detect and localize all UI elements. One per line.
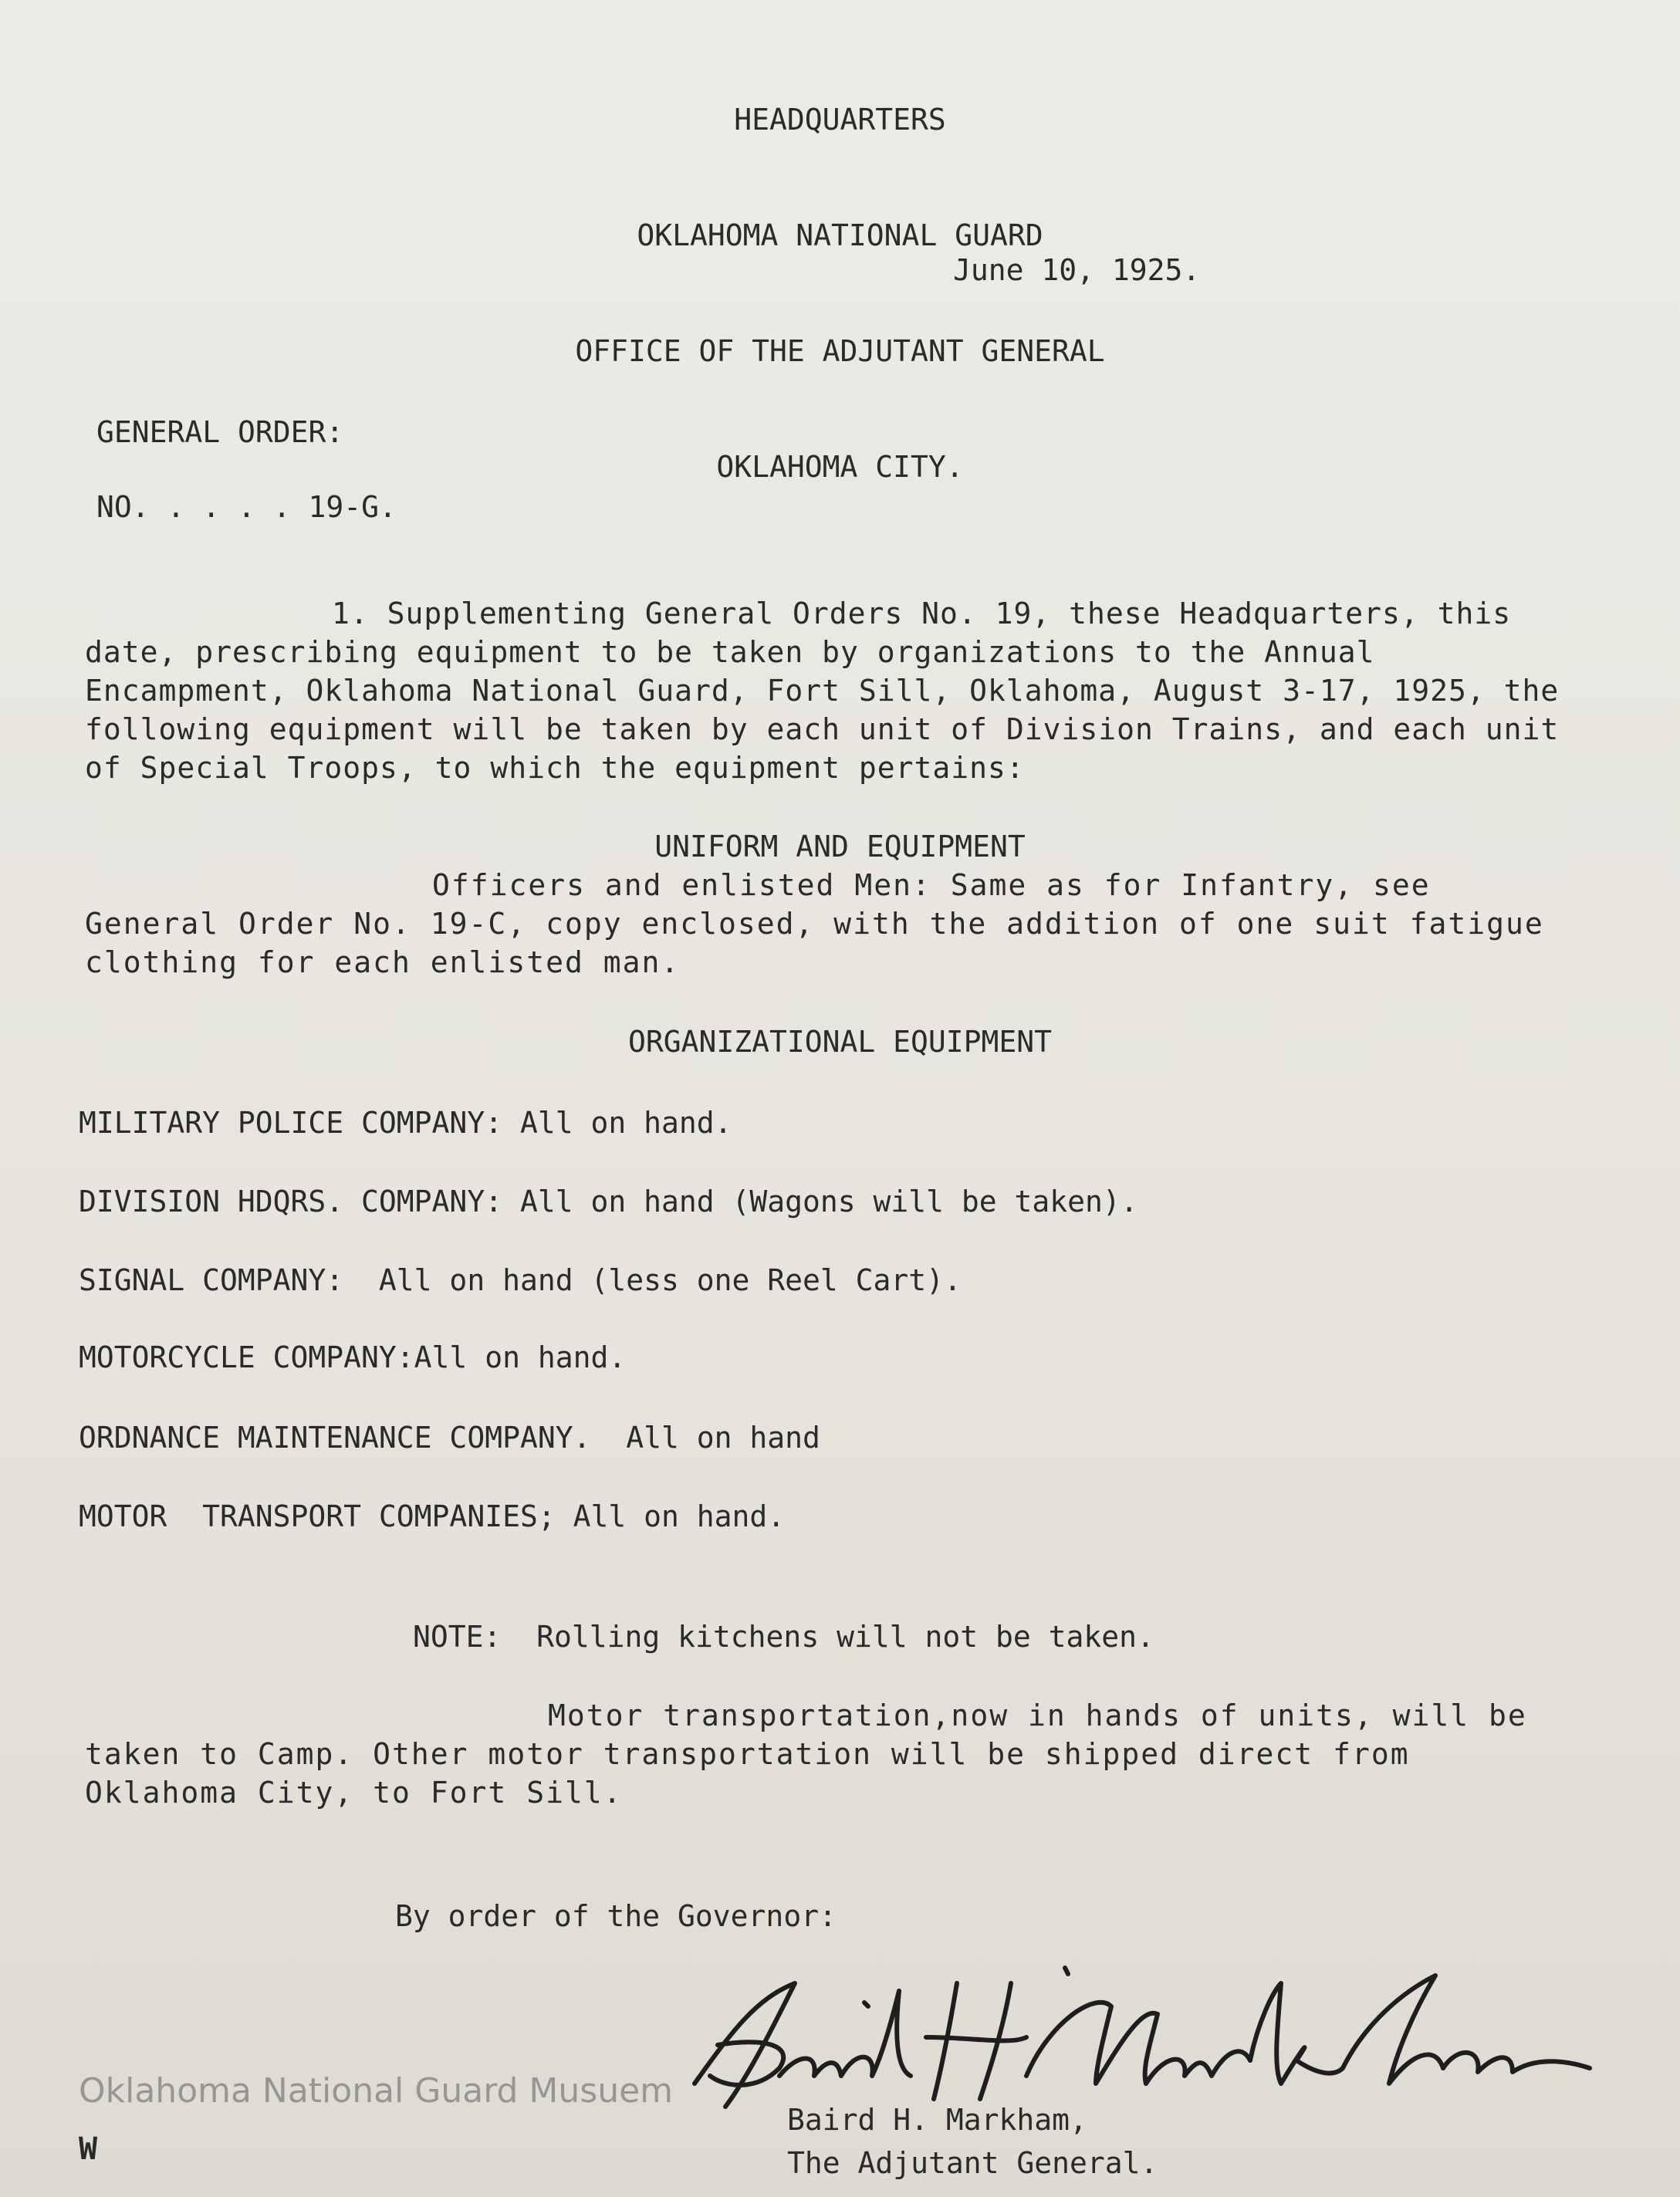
letterhead-line: OFFICE OF THE ADJUTANT GENERAL (575, 334, 1105, 368)
letterhead-line: OKLAHOMA CITY. (716, 450, 964, 484)
document-date: June 10, 1925. (953, 253, 1201, 287)
equipment-item: ORDNANCE MAINTENANCE COMPANY. All on hand (79, 1421, 820, 1455)
letterhead-line: HEADQUARTERS (734, 103, 946, 137)
equipment-item: MOTOR TRANSPORT COMPANIES; All on hand. (79, 1499, 786, 1533)
initial-mark: W (79, 2131, 98, 2167)
organizational-heading: ORGANIZATIONAL EQUIPMENT (627, 1025, 1053, 1059)
letterhead (0, 23, 1680, 563)
general-order-heading: GENERAL ORDER: (96, 415, 344, 449)
equipment-item: SIGNAL COMPANY: All on hand (less one Reel Cart). (79, 1263, 962, 1297)
equipment-item: DIVISION HDQRS. COMPANY: All on hand (Wagons will be taken). (79, 1185, 1138, 1218)
order-number: NO. . . . . 19-G. (96, 490, 397, 524)
uniform-heading: UNIFORM AND EQUIPMENT (654, 830, 1026, 864)
paragraph-1: 1. Supplementing General Orders No. 19, these Headquarters, this date, prescribing equipment to be taken by organizations to the Annual Encampment, Oklahoma National Guard, Fort Sill, Oklahoma, August 3-17, 1925, the following equipment will be taken by each unit of Division Trains, and each unit of Special Troops, to which the equipment pertains: (85, 597, 1560, 785)
by-order-line: By order of the Governor: (395, 1899, 837, 1933)
motor-transport-paragraph: Motor transportation,now in hands of units, will be taken to Camp. Other motor transportation will be shipped direct from Oklahoma City, to Fort Sill. (85, 1698, 1527, 1810)
equipment-item: MILITARY POLICE COMPANY: All on hand. (79, 1106, 732, 1140)
note: NOTE: Rolling kitchens will not be taken. (413, 1620, 1154, 1654)
signer-name: Baird H. Markham, (787, 2103, 1087, 2137)
uniform-text: Officers and enlisted Men: Same as for Infantry, see General Order No. 19-C, copy enclosed, with the addition of one suit fatigue clothing for each enlisted man. (85, 868, 1544, 979)
museum-watermark: Oklahoma National Guard Musuem (79, 2071, 674, 2111)
letterhead-line: OKLAHOMA NATIONAL GUARD (637, 218, 1043, 252)
equipment-item: MOTORCYCLE COMPANY:All on hand. (79, 1340, 627, 1374)
signer-title: The Adjutant General. (787, 2146, 1158, 2180)
